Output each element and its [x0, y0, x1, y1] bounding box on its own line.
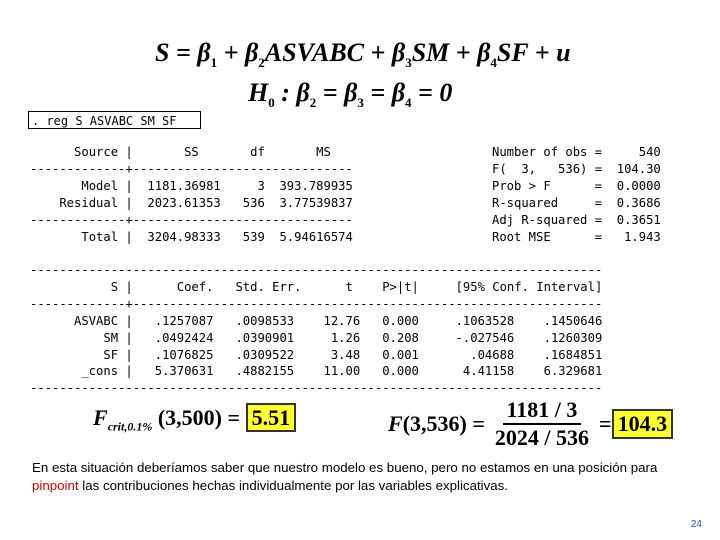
- f-calc-args: (3,536) =: [402, 411, 485, 436]
- h: H: [248, 78, 269, 107]
- beta2-sub: 2: [258, 55, 265, 71]
- var-asvabc: ASVABC: [264, 38, 365, 67]
- beta4: β: [477, 38, 491, 67]
- plus: +: [217, 38, 245, 67]
- f-fraction: [491, 397, 593, 451]
- beta3-sub: 3: [405, 55, 412, 71]
- f-symbol: F: [93, 405, 108, 430]
- eq-zero: = 0: [411, 78, 453, 107]
- beta2-sub: 2: [309, 95, 317, 111]
- plus: +: [449, 38, 478, 67]
- fit-statistics: Number of obs = 540 F( 3, 536) = 104.30 Prob > F = 0.0000 R-squared = 0.3686 Adj R-squared = 0.3651 Root MSE = 1.943: [492, 145, 661, 244]
- f-crit-args: (3,500) =: [152, 405, 246, 430]
- eq-sign: =: [363, 78, 392, 107]
- model-equation: [155, 38, 571, 71]
- beta2: β: [296, 78, 310, 107]
- var-sf: SF: [496, 38, 529, 67]
- f-crit-value: 5.51: [246, 403, 297, 432]
- var-sm: SM: [411, 38, 450, 67]
- beta1-sub: 1: [210, 55, 218, 71]
- stata-command: . reg S ASVABC SM SF: [28, 111, 201, 129]
- paragraph-text: En esta situación deberíamos saber que nuestro modelo es bueno, pero no estamos en una posición para: [32, 460, 658, 475]
- eq-sign: =: [169, 38, 198, 67]
- beta2: β: [244, 38, 259, 67]
- page-number: 24: [690, 519, 702, 530]
- beta3: β: [344, 78, 358, 107]
- explanation-paragraph: [32, 459, 692, 495]
- beta3: β: [391, 38, 406, 67]
- colon: :: [274, 78, 297, 107]
- beta3-sub: 3: [357, 95, 364, 111]
- beta1: β: [197, 38, 211, 67]
- eq-sign: =: [316, 78, 345, 107]
- anova-table: Source | SS df MS -------------+------------------------------ Model | 1181.36981 3 393.789935 Residual | 2023.61353 536 3.77539837 -------------+------------------------------ Total | 3204.98333 539 5.94616574: [30, 145, 353, 244]
- f-numerator: 1181 / 3: [503, 397, 582, 425]
- f-calc-value: 104.3: [612, 409, 674, 439]
- beta4: β: [391, 78, 406, 107]
- f-symbol: F: [388, 411, 403, 436]
- error-term: u: [556, 38, 571, 67]
- beta4-sub: 4: [490, 55, 497, 71]
- null-hypothesis: [248, 78, 452, 111]
- highlighted-word: pinpoint: [32, 478, 79, 493]
- f-statistic-formula: [388, 397, 673, 451]
- coefficient-table: ------------------------------------------------------------------------------ S | Coef. Std. Err. t P>|t| [95% Conf. Interval] -------------+---------------------------------------------------------------- ASVABC | .1257087 .0098533 12.76 0.000 .1063528 .1450646 SM | .0492424 .0390901 1.26 0.208 -.027546 .1260309 SF | .1076825 .0309522 3.48 0.001 .04688 .1684851 _cons | 5.370631 .4882155 11.00 0.000 4.41158 6.329681 ------------------------------------------------------------------------------: [30, 263, 603, 396]
- eq-sign: =: [599, 411, 612, 436]
- paragraph-text-end: las contribuciones hechas individualmente por las variables explicativas.: [78, 478, 509, 493]
- f-denominator: 2024 / 536: [494, 425, 590, 450]
- beta4-sub: 4: [405, 95, 412, 111]
- eq-lhs: S: [155, 38, 170, 67]
- h-sub: 0: [268, 95, 275, 111]
- plus: +: [528, 38, 557, 67]
- f-critical-formula: [93, 405, 296, 434]
- f-crit-sub: crit,0.1%: [107, 419, 153, 434]
- plus: +: [364, 38, 392, 67]
